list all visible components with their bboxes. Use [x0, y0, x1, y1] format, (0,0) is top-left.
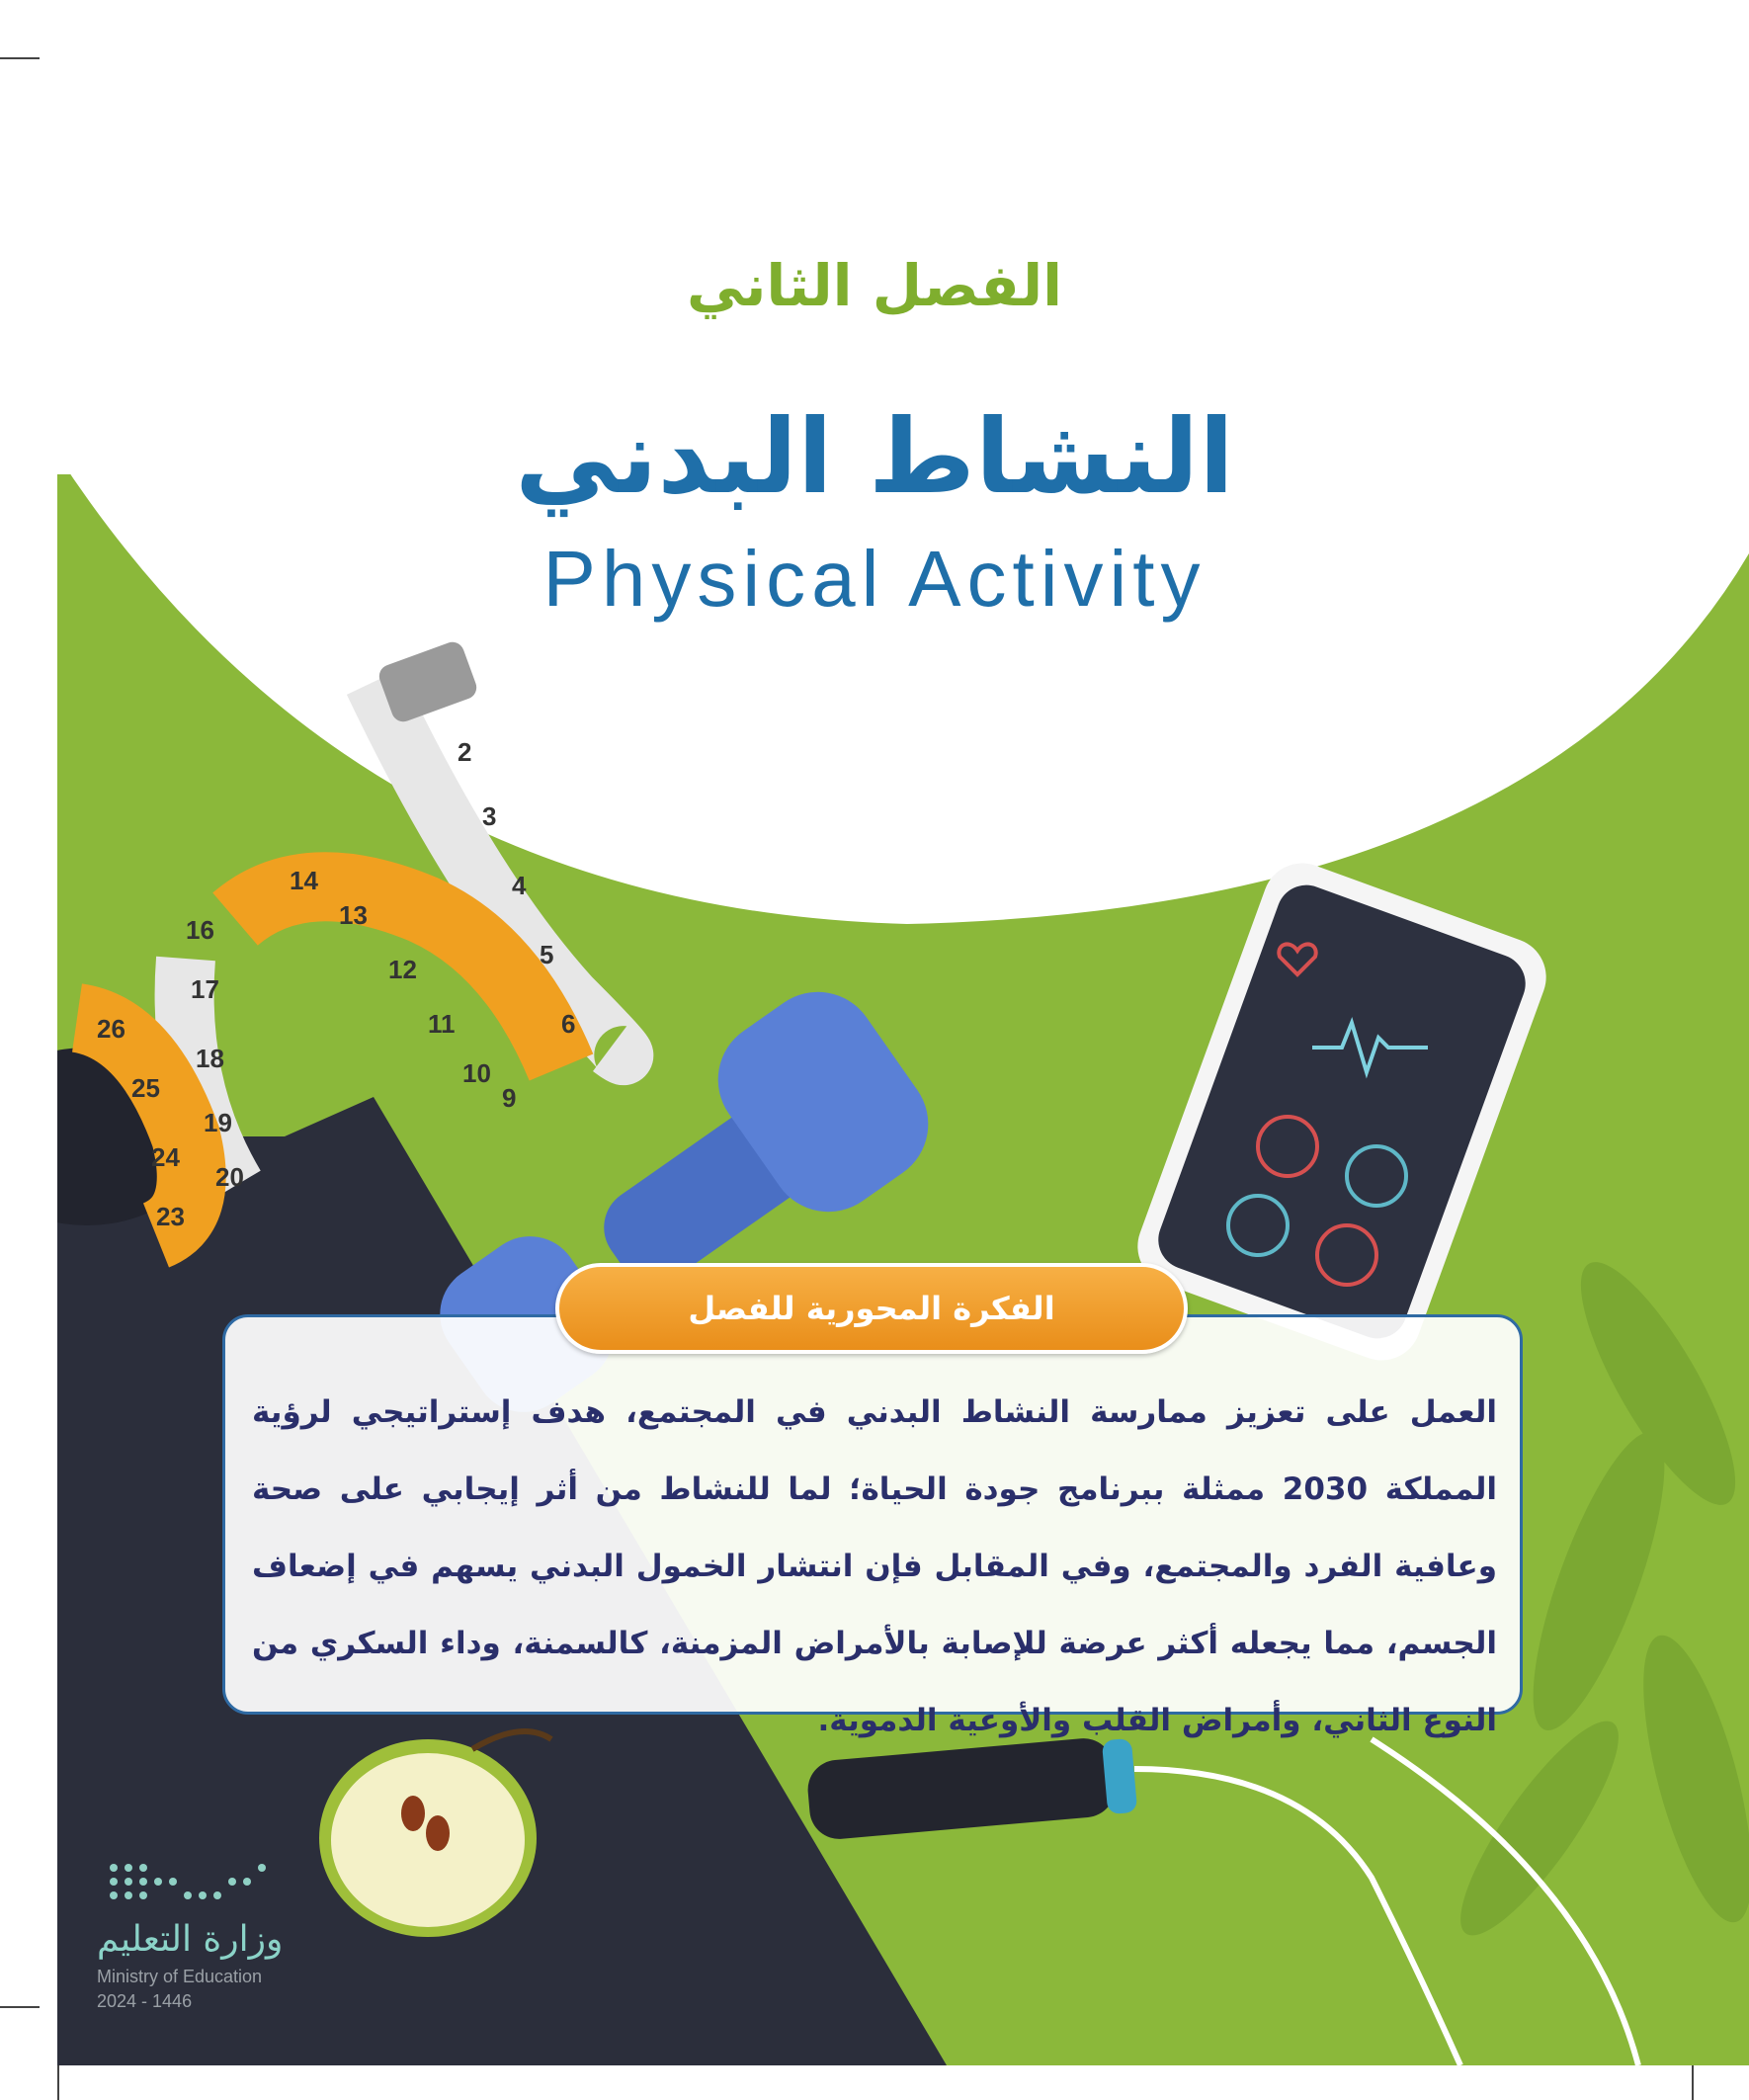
ministry-name-arabic: وزارة التعليم — [97, 1919, 284, 1960]
tape-number: 4 — [512, 871, 527, 900]
core-idea-text: العمل على تعزيز ممارسة النشاط البدني في المجتمع، هدف إستراتيجي لرؤية المملكة 2030 ممثلة ببرنامج جودة الحياة؛ لما للنشاط من أثر إيجابي على صحة وعافية الفرد والمجتمع، وفي المقابل فإن انتشار الخمول البدني يسهم في إضعاف الجسم، مما يجعله أكثر عرضة للإصابة بالأمراض المزمنة، كالسمنة، وداء السكري من النوع الثاني، وأمراض القلب والأوعية الدموية. — [252, 1394, 1498, 1738]
tape-number: 24 — [151, 1142, 180, 1172]
tape-number: 12 — [388, 955, 417, 984]
tape-number: 11 — [428, 1009, 456, 1039]
tape-number: 6 — [561, 1009, 576, 1039]
chapter-title-english: Physical Activity — [542, 535, 1207, 623]
core-idea-heading: الفكرة المحورية للفصل — [688, 1290, 1055, 1327]
core-idea-heading-tab — [555, 1263, 1188, 1354]
tape-number: 14 — [290, 866, 318, 895]
chapter-title-arabic: النشاط البدني — [515, 396, 1234, 517]
crop-mark — [0, 57, 40, 59]
tape-number: 23 — [156, 1202, 185, 1231]
tape-number: 18 — [196, 1044, 224, 1073]
tape-number: 16 — [186, 915, 214, 945]
tape-number: 25 — [131, 1073, 160, 1103]
crop-mark — [1692, 2060, 1694, 2100]
tape-number: 9 — [502, 1083, 517, 1113]
tape-number: 10 — [462, 1058, 491, 1088]
chapter-label: الفصل الثاني — [686, 252, 1063, 319]
tape-number: 26 — [97, 1014, 125, 1044]
tape-number: 19 — [204, 1108, 232, 1137]
tape-number: 13 — [339, 900, 368, 930]
tape-number: 3 — [482, 801, 497, 831]
tape-number: 2 — [458, 737, 472, 767]
tape-number: 17 — [191, 974, 219, 1004]
crop-mark — [57, 2060, 59, 2100]
crop-mark — [0, 2006, 40, 2008]
tape-number: 5 — [540, 940, 554, 969]
tape-number: 20 — [215, 1162, 244, 1192]
ministry-name-english: Ministry of Education — [97, 1967, 263, 1986]
edition-year: 2024 - 1446 — [97, 1991, 193, 2011]
